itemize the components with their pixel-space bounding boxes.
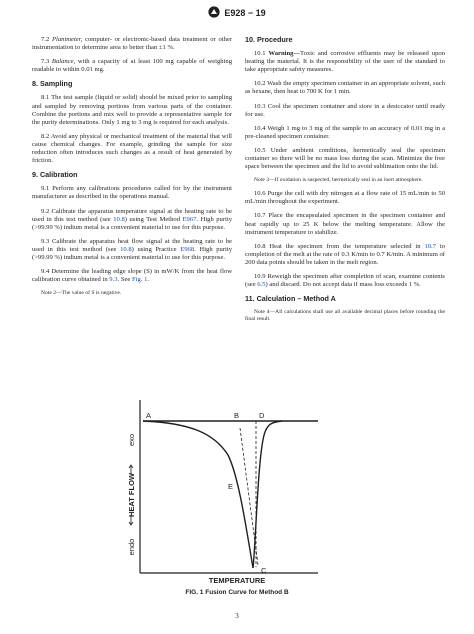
paragraph-10-1: 10.1 Warning—Toxic and corrosive effluents may be released upon heating the material. It is the responsibility of the user of the standard to take appropriate safety measures. <box>245 50 445 74</box>
note-4: Note 4—All calculations shall use all available decimal places before rounding the final result. <box>245 309 445 323</box>
left-column <box>32 36 232 303</box>
link-10-7[interactable]: 10.7 <box>424 242 436 250</box>
paragraph-10-4: 10.4 Weigh 1 mg to 3 mg of the sample to an accuracy of 0.01 mg in a pre-cleaned specimen container. <box>245 124 445 140</box>
link-e968[interactable]: E968 <box>180 245 195 253</box>
section-heading-procedure: 10. Procedure <box>245 35 293 44</box>
paragraph-9-4: 9.4 Determine the leading edge slope (S) in mW/K from the heat flow calibration curve obtained in 9.3. See Fig. 1. <box>32 268 232 284</box>
note-3: Note 3—If oxidation is suspected, hermetically seal in an inert atmosphere. <box>254 177 423 184</box>
section-heading-calibration: 9. Calibration <box>32 170 78 180</box>
paragraph-9-3: 9.3 Calibrate the apparatus heat flow signal at the heating rate to be used in this test method (see 10.8) using Practice E968. High purity (>99.99 %) indium metal is a convenient material to use for this purpose. <box>32 237 232 261</box>
return-curve <box>253 421 282 568</box>
link-9-3[interactable]: 9.3 <box>109 276 118 284</box>
astm-logo-icon <box>208 6 220 18</box>
paragraph-8-2: 8.2 Avoid any physical or mechanical treatment of the material that will cause chemical changes. For example, grinding the sample for size reduction often introduces such changes as a result of heat generated by friction. <box>32 132 232 165</box>
page-number: 3 <box>235 612 239 620</box>
paragraph-9-2: 9.2 Calibrate the apparatus temperature signal at the heating rate to be used in this test method (see 10.8) using Test Method E967. High purity (>99.99 %) indium metal is a convenient material to use for this purpose. <box>32 207 233 231</box>
paragraph-8-1: 8.1 The test sample (liquid or solid) should be mixed prior to sampling and sampled by removing portions from various parts of the container. Combine the portions and mix well to provide a representative sample for the purity determinations. Only 1 mg to 3 mg is required for each analysis. <box>32 94 232 126</box>
paragraph-10-8: 10.8 Heat the specimen from the temperature selected in 10.7 to completion of the melt at the rate of 0.3 K/min to 0.7 K/min. A minimum of 200 data points should be taken in the melt region. <box>245 242 445 266</box>
standard-designation: E928 − 19 <box>224 8 266 18</box>
paragraph-10-3: 10.3 Cool the specimen container and store in a desiccator until ready for use. <box>245 102 445 118</box>
paragraph-7-2: 7.2 Planimeter, computer- or electronic-based data treatment or other instrumentation to determine area to better than ±1 %. <box>32 36 233 52</box>
point-label-d: D <box>259 411 265 420</box>
point-label-e: E <box>228 482 234 491</box>
page-header <box>0 6 474 18</box>
right-column <box>245 36 445 329</box>
paragraph-9-1: 9.1 Perform any calibrations procedures called for by the instrument manufacturer as described in the operations manual. <box>32 185 232 201</box>
y-axis-label: HEAT FLOW <box>127 472 136 518</box>
figure-caption: FIG. 1 Fusion Curve for Method B <box>185 589 289 596</box>
note-2: Note 2—The value of S is negative. <box>41 290 122 297</box>
paragraph-10-2: 10.2 Wash the empty specimen container in an appropriate solvent, such as hexane, then heat to 700 K for 1 min. <box>245 80 445 96</box>
link-fig-1[interactable]: Fig. 1 <box>131 276 148 284</box>
link-e967[interactable]: E967 <box>182 215 197 223</box>
section-heading-sampling: 8. Sampling <box>32 79 73 89</box>
link-10-8[interactable]: 10.8 <box>120 245 132 253</box>
link-6-5[interactable]: 6.5 <box>257 281 266 289</box>
paragraph-7-3: 7.3 Balance, with a capacity of at least 100 mg capable of weighing readable to within 0.01 mg. <box>32 58 233 74</box>
melt-curve <box>143 421 253 568</box>
point-label-a: A <box>146 411 152 420</box>
paragraph-10-9: 10.9 Reweigh the specimen after completion of scan, examine contents (see 6.5) and discard. Do not accept data if mass loss exceeds 1 %. <box>245 272 445 289</box>
x-axis-label: TEMPERATURE <box>208 576 266 585</box>
paragraph-10-5: 10.5 Under ambient conditions, hermetically seal the specimen container so there will be no mass loss during the scan. Minimize the free space between the specimen and the lid to avoid sublimation onto the lid. <box>245 146 445 171</box>
exo-label: exo <box>127 433 136 447</box>
fusion-curve-figure <box>0 390 474 620</box>
section-heading-calculation: 11. Calculation – Method A <box>245 294 336 304</box>
point-label-b: B <box>234 411 240 420</box>
link-10-8[interactable]: 10.8 <box>113 215 125 223</box>
point-label-c: C <box>261 566 267 575</box>
paragraph-10-6: 10.6 Purge the cell with dry nitrogen at a flow rate of 15 mL/min to 50 mL/min throughout the experiment. <box>245 190 445 206</box>
endo-label: endo <box>127 538 136 556</box>
paragraph-10-7: 10.7 Place the encapsulated specimen in the specimen container and heat rapidly up to 25 K below the melting temperature. Allow the instrument temperature to stabilize. <box>245 212 445 236</box>
